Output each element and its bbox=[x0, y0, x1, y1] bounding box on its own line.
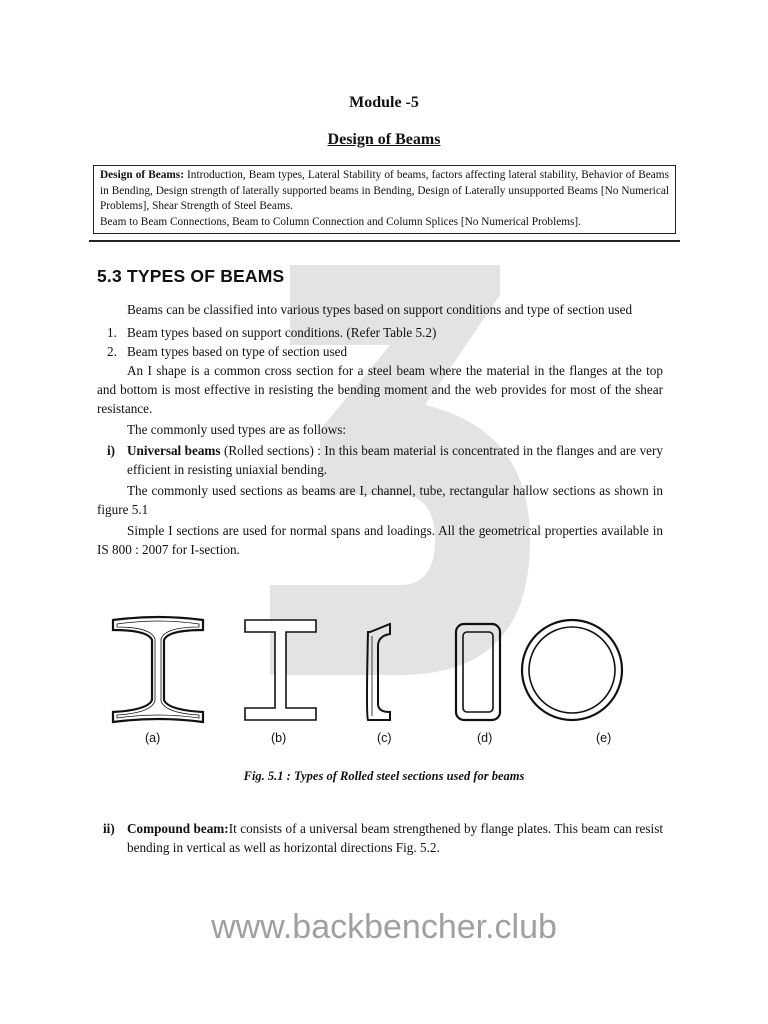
syllabus-text bbox=[100, 168, 669, 215]
site-url-footer: www.backbencher.club bbox=[211, 908, 557, 946]
syllabus-lead: Design of Beams: bbox=[100, 169, 184, 181]
compound-beam-lead: Compound beam: bbox=[127, 821, 229, 836]
syllabus-line2: Beam to Beam Connections, Beam to Column Connection and Column Splices [No Numerical Problems]. bbox=[100, 215, 581, 228]
list-number: 1. bbox=[107, 325, 117, 340]
item-number: ii) bbox=[103, 821, 115, 836]
compound-beam-text: It consists of a universal beam strengthened by flange plates. This beam can resist bending in vertical as well as horizontal directions Fig. 5.2. bbox=[127, 821, 664, 855]
figure-label-e: (e) bbox=[596, 731, 612, 745]
i-section-parallel bbox=[245, 620, 316, 720]
universal-beams-text: : In this beam material is concentrated in the flanges and are very efficient in resisting uniaxial bending. bbox=[127, 443, 664, 477]
module-title: Module -5 bbox=[349, 94, 419, 111]
i-section-tapered bbox=[113, 617, 203, 722]
universal-beams-item bbox=[97, 441, 663, 479]
list-text: Beam types based on type of section used bbox=[127, 344, 348, 359]
syllabus-topics: Introduction, Beam types, Lateral Stability of beams, factors affecting lateral stability, Behavior of Beams in Bending, Design strength of laterally supported beams in Bending, Design of Laterally unsupported Beams [No Numerical Problems], Shear Strength of Steel Beams. bbox=[100, 169, 669, 212]
divider-rule bbox=[89, 240, 680, 242]
section-heading: 5.3 TYPES OF BEAMS bbox=[97, 266, 285, 286]
intro-paragraph: Beams can be classified into various types based on support conditions and type of section used bbox=[127, 302, 633, 317]
sections-figure bbox=[108, 612, 628, 762]
ishape-paragraph: An I shape is a common cross section for a steel beam where the material in the flanges at the top and bottom is most effective in resisting the bending moment and the web provides for most of the shear resistance. bbox=[97, 363, 663, 416]
chapter-title: Design of Beams bbox=[327, 131, 441, 148]
figure-label-d: (d) bbox=[477, 731, 493, 745]
figure-label-a: (a) bbox=[145, 731, 161, 745]
figure-label-c: (c) bbox=[377, 731, 392, 745]
syllabus-box bbox=[93, 165, 676, 234]
rectangular-hollow-section bbox=[456, 624, 500, 720]
list-item bbox=[97, 323, 663, 342]
body-text bbox=[97, 300, 663, 559]
item-number: i) bbox=[107, 443, 116, 458]
list-number: 2. bbox=[107, 344, 117, 359]
figure-caption: Fig. 5.1 : Types of Rolled steel sections used for beams bbox=[243, 769, 525, 783]
list-item bbox=[97, 342, 663, 361]
figure-label-b: (b) bbox=[271, 731, 287, 745]
universal-beams-sub: (Rolled sections) bbox=[220, 443, 314, 458]
channel-section bbox=[367, 624, 390, 720]
common-types-paragraph: The commonly used types are as follows: bbox=[127, 422, 347, 437]
simple-sections-paragraph: Simple I sections are used for normal spans and loadings. All the geometrical properties available in IS 800 : 2007 for I-section. bbox=[97, 523, 663, 557]
compound-beam-block bbox=[97, 819, 663, 857]
sections-paragraph: The commonly used sections as beams are I, channel, tube, rectangular hallow sections as shown in figure 5.1 bbox=[97, 483, 663, 517]
compound-beam-item bbox=[97, 819, 663, 857]
circular-tube-section bbox=[522, 620, 622, 720]
universal-beams-lead: Universal beams bbox=[127, 443, 221, 458]
list-text: Beam types based on support conditions. (Refer Table 5.2) bbox=[127, 325, 437, 340]
